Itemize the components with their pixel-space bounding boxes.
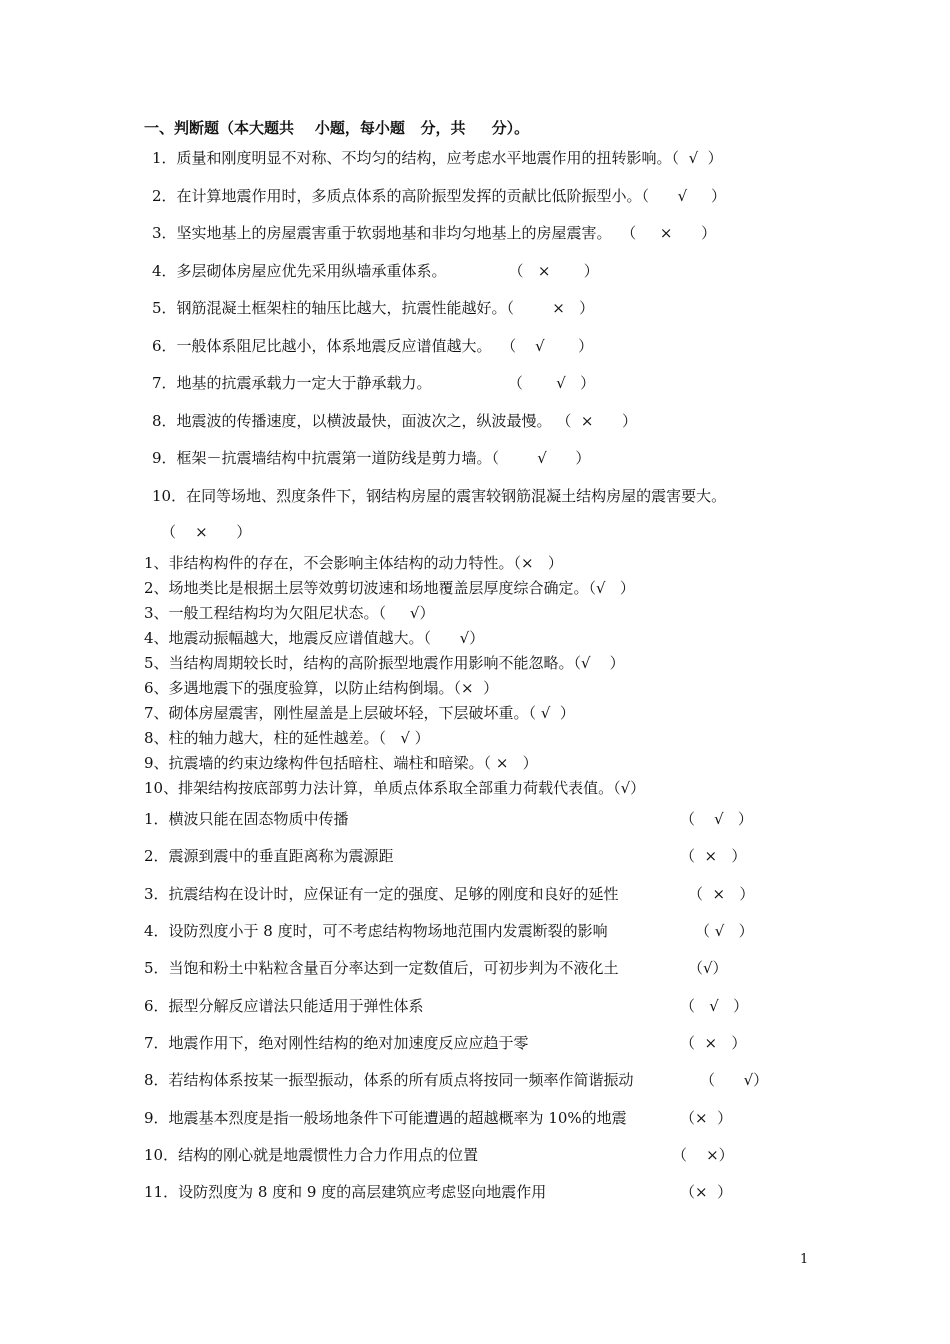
question-p3-5: 5．当饱和粉土中粘粒含量百分率达到一定数值后，可初步判为不液化土 — [144, 959, 619, 977]
question-p1-7: 7．地基的抗震承载力一定大于静承载力。 （ √ ） — [152, 374, 596, 392]
answer-p3-11: （× ） — [680, 1183, 733, 1201]
question-p2-9: 9、抗震墙的约束边缘构件包括暗柱、端柱和暗梁。（ × ） — [144, 754, 538, 772]
answer-p3-2: （ × ） — [680, 847, 747, 865]
question-p3-6: 6．振型分解反应谱法只能适用于弹性体系 — [144, 997, 424, 1015]
question-p3-2: 2．震源到震中的垂直距离称为震源距 — [144, 847, 394, 865]
question-p2-4: 4、地震动振幅越大，地震反应谱值越大。（ √） — [144, 629, 485, 647]
question-p1-5: 5．钢筋混凝土框架柱的轴压比越大，抗震性能越好。（ × ） — [152, 299, 595, 317]
answer-p3-6: （ √ ） — [680, 997, 749, 1015]
answer-p3-9: （× ） — [680, 1109, 733, 1127]
question-p1-6: 6．一般体系阻尼比越小，体系地震反应谱值越大。 （ √ ） — [152, 337, 594, 355]
question-p2-6: 6、多遇地震下的强度验算，以防止结构倒塌。（× ） — [144, 679, 499, 697]
answer-p3-4: （ √ ） — [695, 922, 754, 940]
question-p3-7: 7．地震作用下，绝对刚性结构的绝对加速度反应应趋于零 — [144, 1034, 529, 1052]
question-p1-10-answer: （ × ） — [161, 523, 252, 541]
question-p1-8: 8．地震波的传播速度，以横波最快，面波次之，纵波最慢。 （ × ） — [152, 412, 638, 430]
answer-p3-7: （ × ） — [680, 1034, 747, 1052]
question-p3-10: 10．结构的刚心就是地震惯性力合力作用点的位置 — [144, 1146, 479, 1164]
question-p1-9: 9．框架－抗震墙结构中抗震第一道防线是剪力墙。（ √ ） — [152, 449, 591, 467]
answer-p3-10: （ ×） — [672, 1146, 734, 1164]
question-p3-4: 4．设防烈度小于 8 度时，可不考虑结构物场地范围内发震断裂的影响 — [144, 922, 608, 940]
question-p3-3: 3．抗震结构在设计时，应保证有一定的强度、足够的刚度和良好的延性 — [144, 885, 619, 903]
question-p1-3: 3．坚实地基上的房屋震害重于软弱地基和非均匀地基上的房屋震害。 （ × ） — [152, 224, 717, 242]
question-p1-1: 1．质量和刚度明显不对称、不均匀的结构，应考虑水平地震作用的扭转影响。（ √ ） — [152, 149, 723, 167]
answer-p3-3: （ × ） — [688, 885, 755, 903]
question-p3-1: 1．横波只能在固态物质中传播 — [144, 810, 349, 828]
question-p3-9: 9．地震基本烈度是指一般场地条件下可能遭遇的超越概率为 10%的地震 — [144, 1109, 627, 1127]
question-p2-2: 2、场地类比是根据土层等效剪切波速和场地覆盖层厚度综合确定。（√ ） — [144, 579, 635, 597]
question-p2-1: 1、非结构构件的存在，不会影响主体结构的动力特性。（× ） — [144, 554, 563, 572]
question-p3-11: 11．设防烈度为 8 度和 9 度的高层建筑应考虑竖向地震作用 — [144, 1183, 547, 1201]
question-p2-5: 5、当结构周期较长时，结构的高阶振型地震作用影响不能忽略。（√ ） — [144, 654, 625, 672]
answer-p3-8: （ √） — [700, 1071, 769, 1089]
question-p2-8: 8、柱的轴力越大，柱的延性越差。（ √ ） — [144, 729, 430, 747]
question-p2-3: 3、一般工程结构均为欠阻尼状态。（ √） — [144, 604, 435, 622]
answer-p3-1: （ √ ） — [680, 810, 753, 828]
question-p3-8: 8．若结构体系按某一振型振动，体系的所有质点将按同一频率作简谐振动 — [144, 1071, 634, 1089]
page-number: 1 — [800, 1252, 809, 1267]
answer-p3-5: （√） — [688, 959, 728, 977]
question-p2-7: 7、砌体房屋震害，刚性屋盖是上层破坏轻，下层破坏重。（ √ ） — [144, 704, 575, 722]
question-p2-10: 10、排架结构按底部剪力法计算，单质点体系取全部重力荷载代表值。（√） — [144, 779, 646, 797]
question-p1-10: 10．在同等场地、烈度条件下，钢结构房屋的震害较钢筋混凝土结构房屋的震害要大。 — [152, 487, 727, 505]
question-p1-2: 2．在计算地震作用时，多质点体系的高阶振型发挥的贡献比低阶振型小。（ √ ） — [152, 187, 727, 205]
section-heading: 一、判断题（本大题共 小题，每小题 分，共 分）。 — [144, 119, 530, 137]
question-p1-4: 4．多层砌体房屋应优先采用纵墙承重体系。 （ × ） — [152, 262, 599, 280]
